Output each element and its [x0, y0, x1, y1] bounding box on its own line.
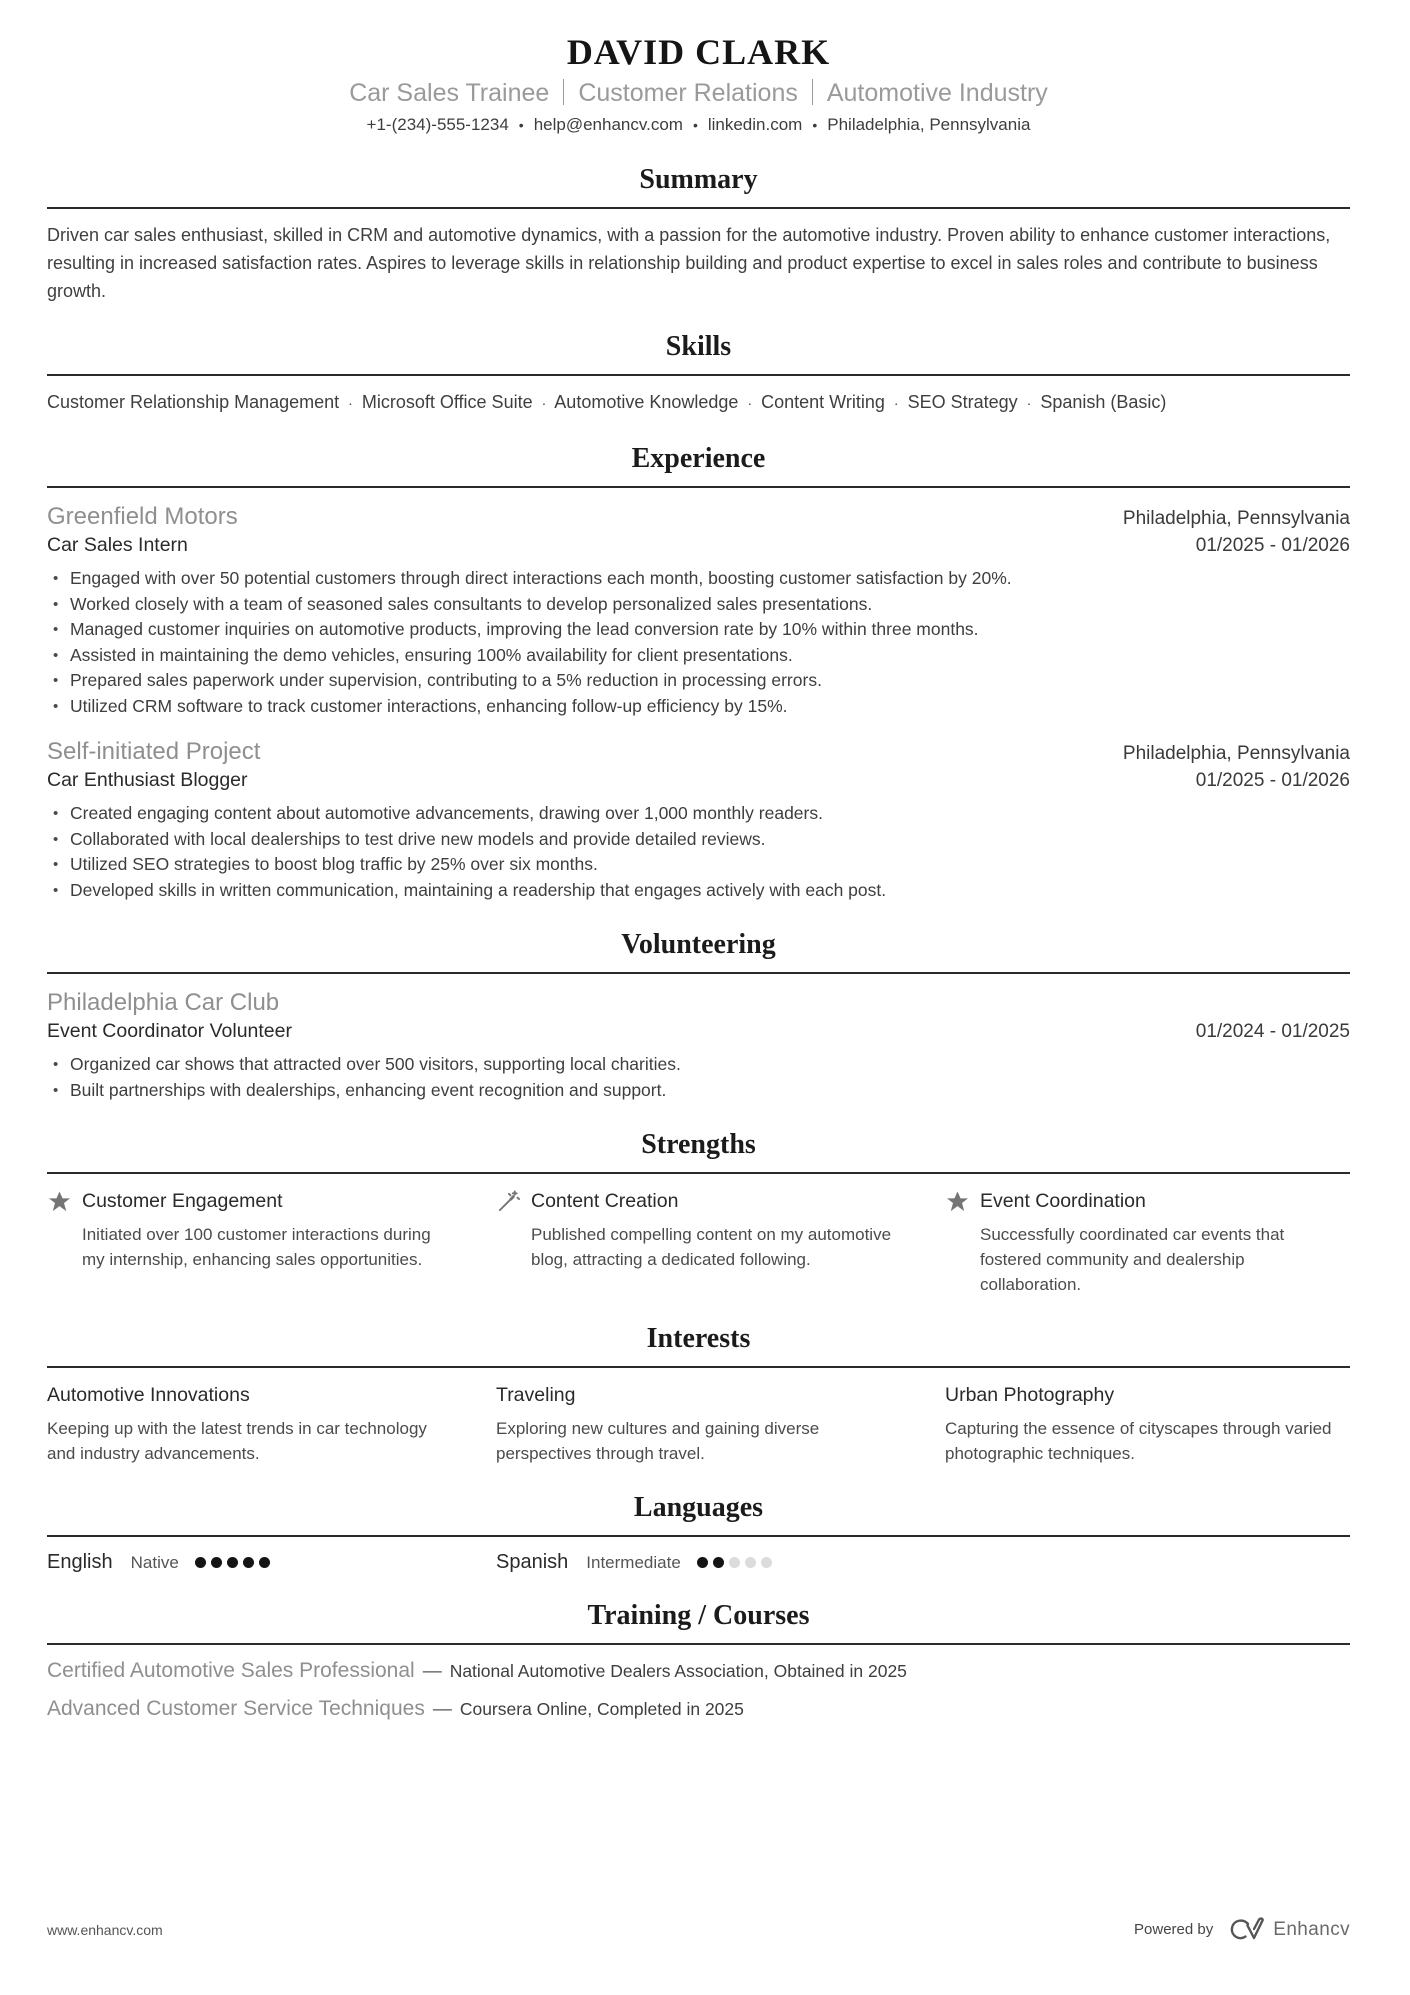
- strength-title: Content Creation: [531, 1190, 679, 1212]
- skills-list: [47, 388, 1350, 417]
- language-level-dot: [259, 1557, 270, 1568]
- interests-grid: [47, 1382, 1350, 1466]
- course-item: [47, 1659, 1350, 1683]
- dot-separator: ·: [1026, 395, 1032, 411]
- bullet-item: • Organized car shows that attracted over 500 visitors, supporting local charities.: [47, 1052, 1350, 1078]
- language-level-dot: [713, 1557, 724, 1568]
- bullet-list: [47, 1052, 1350, 1103]
- dot-separator: ·: [893, 395, 899, 411]
- skill-item: Microsoft Office Suite: [361, 392, 533, 412]
- bullet-item: • Prepared sales paperwork under supervision, contributing to a 5% reduction in processing errors.: [47, 668, 1350, 694]
- divider: [812, 79, 813, 105]
- interest-text: Exploring new cultures and gaining diverse perspectives through travel.: [496, 1419, 820, 1463]
- skill-item: SEO Strategy: [907, 392, 1018, 412]
- interest-title: Traveling: [496, 1384, 576, 1406]
- bullet-item: • Utilized SEO strategies to boost blog traffic by 25% over six months.: [47, 852, 1350, 878]
- email-link[interactable]: help@enhancv.com: [533, 115, 683, 134]
- strength-text: Initiated over 100 customer interactions during my internship, enhancing sales opportunities.: [82, 1225, 431, 1269]
- skill-item: Automotive Knowledge: [554, 392, 739, 412]
- bullet-item: • Utilized CRM software to track customer interactions, enhancing follow-up efficiency by 15%.: [47, 694, 1350, 720]
- section-heading-strengths: Strengths: [641, 1129, 756, 1160]
- course-item: [47, 1697, 1350, 1721]
- course-title: Advanced Customer Service Techniques: [47, 1697, 425, 1720]
- dot-separator: ·: [747, 395, 753, 411]
- dot-separator: ·: [541, 395, 547, 411]
- entry-dates: 01/2024 - 01/2025: [1195, 1021, 1350, 1042]
- dot-separator: ·: [348, 395, 353, 411]
- experience-entry: [47, 501, 1350, 719]
- enhancv-url-link[interactable]: www.enhancv.com: [47, 1921, 163, 1938]
- section-rule: [47, 972, 1350, 974]
- section-heading-courses: Training / Courses: [587, 1600, 810, 1631]
- entry-location: Philadelphia, Pennsylvania: [1122, 743, 1350, 764]
- entry-dates: 01/2025 - 01/2026: [1195, 770, 1350, 791]
- title-part: Automotive Industry: [826, 79, 1048, 107]
- language-item: [496, 1551, 901, 1574]
- entry-dates: 01/2025 - 01/2026: [1195, 535, 1350, 556]
- page-footer: [47, 1916, 1350, 1943]
- section-rule: [47, 1172, 1350, 1174]
- languages-section: [47, 1491, 1350, 1574]
- candidate-title: [47, 76, 1350, 110]
- interest-card: [47, 1382, 452, 1466]
- bullet-separator: •: [518, 117, 524, 133]
- experience-section: [47, 442, 1350, 903]
- language-level-dot: [697, 1557, 708, 1568]
- bullet-item: • Built partnerships with dealerships, enhancing event recognition and support.: [47, 1078, 1350, 1104]
- language-level-dot: [227, 1557, 238, 1568]
- section-heading-languages: Languages: [633, 1492, 764, 1523]
- experience-entry: [47, 736, 1350, 903]
- strength-card: [496, 1188, 901, 1297]
- language-level-label: Native: [130, 1552, 179, 1572]
- section-rule: [47, 486, 1350, 488]
- bullet-list: [47, 801, 1350, 903]
- interests-section: [47, 1322, 1350, 1466]
- interest-card: [496, 1382, 901, 1466]
- strength-title: Customer Engagement: [82, 1190, 283, 1212]
- courses-section: [47, 1599, 1350, 1721]
- location-text: Philadelphia, Pennsylvania: [827, 115, 1031, 134]
- interest-title: Urban Photography: [945, 1384, 1115, 1406]
- organization-name: Philadelphia Car Club: [47, 989, 280, 1016]
- contact-line: [47, 112, 1350, 138]
- strengths-section: [47, 1128, 1350, 1297]
- language-level-dots: [195, 1557, 275, 1568]
- section-rule: [47, 1535, 1350, 1537]
- dash-separator: —: [432, 1699, 452, 1720]
- language-level-dot: [729, 1557, 740, 1568]
- course-details: Coursera Online, Completed in 2025: [459, 1699, 744, 1719]
- phone-number: +1-(234)-555-1234: [366, 115, 509, 134]
- title-part: Customer Relations: [578, 79, 798, 107]
- star-icon: [945, 1189, 969, 1213]
- strength-card: [47, 1188, 452, 1297]
- bullet-item: • Collaborated with local dealerships to test drive new models and provide detailed reviews.: [47, 827, 1350, 853]
- language-level-dot: [195, 1557, 206, 1568]
- bullet-separator: •: [812, 117, 818, 133]
- entry-location: Philadelphia, Pennsylvania: [1122, 508, 1350, 529]
- section-rule: [47, 207, 1350, 209]
- bullet-item: • Developed skills in written communication, maintaining a readership that engages actively with each post.: [47, 878, 1350, 904]
- course-title: Certified Automotive Sales Professional: [47, 1659, 415, 1682]
- section-heading-volunteering: Volunteering: [621, 929, 776, 960]
- strength-title: Event Coordination: [980, 1190, 1146, 1212]
- dash-separator: —: [422, 1661, 442, 1682]
- job-title: Car Enthusiast Blogger: [47, 769, 248, 791]
- skill-item: Spanish (Basic): [1040, 392, 1167, 412]
- enhancv-logo-icon: [1227, 1916, 1267, 1943]
- skill-item: Content Writing: [761, 392, 885, 412]
- bullet-item: • Created engaging content about automotive advancements, drawing over 1,000 monthly readers.: [47, 801, 1350, 827]
- section-heading-summary: Summary: [639, 164, 758, 195]
- strengths-grid: [47, 1188, 1350, 1297]
- volunteer-role: Event Coordinator Volunteer: [47, 1020, 292, 1042]
- powered-by: [1134, 1916, 1350, 1943]
- divider: [563, 79, 564, 105]
- job-title: Car Sales Intern: [47, 534, 188, 556]
- language-level-dot: [211, 1557, 222, 1568]
- language-level-dots: [697, 1557, 777, 1568]
- strength-text: Published compelling content on my automotive blog, attracting a dedicated following.: [531, 1225, 892, 1269]
- bullet-item: • Assisted in maintaining the demo vehicles, ensuring 100% availability for client presentations.: [47, 643, 1350, 669]
- interest-card: [945, 1382, 1350, 1466]
- language-item: [47, 1551, 452, 1574]
- language-level-dot: [243, 1557, 254, 1568]
- language-name: Spanish: [496, 1551, 569, 1573]
- interest-text: Capturing the essence of cityscapes through varied photographic techniques.: [945, 1419, 1332, 1463]
- section-rule: [47, 374, 1350, 376]
- bullet-item: • Managed customer inquiries on automotive products, improving the lead conversion rate by 10% within three months.: [47, 617, 1350, 643]
- interest-text: Keeping up with the latest trends in car technology and industry advancements.: [47, 1419, 427, 1463]
- bullet-item: • Engaged with over 50 potential customers through direct interactions each month, boosting customer satisfaction by 20%.: [47, 566, 1350, 592]
- strength-text: Successfully coordinated car events that fostered community and dealership collaboration.: [980, 1225, 1285, 1294]
- language-level-dot: [745, 1557, 756, 1568]
- enhancv-brand-link[interactable]: [1227, 1916, 1350, 1943]
- languages-grid: [47, 1551, 1350, 1574]
- interest-title: Automotive Innovations: [47, 1384, 250, 1406]
- section-heading-experience: Experience: [631, 443, 766, 474]
- language-name: English: [47, 1551, 113, 1573]
- section-heading-skills: Skills: [665, 331, 732, 362]
- section-heading-interests: Interests: [646, 1323, 751, 1354]
- magic-wand-icon: [496, 1189, 520, 1213]
- company-name: Greenfield Motors: [47, 503, 238, 530]
- spacer: [945, 1551, 1350, 1574]
- bullet-item: • Worked closely with a team of seasoned sales consultants to develop personalized sales presentations.: [47, 592, 1350, 618]
- resume-header: [47, 30, 1350, 138]
- strength-card: [945, 1188, 1350, 1297]
- summary-section: [47, 163, 1350, 305]
- skills-section: [47, 330, 1350, 417]
- star-icon: [47, 1189, 71, 1213]
- language-level-label: Intermediate: [586, 1552, 681, 1572]
- section-rule: [47, 1366, 1350, 1368]
- linkedin-link[interactable]: linkedin.com: [707, 115, 803, 134]
- language-level-dot: [761, 1557, 772, 1568]
- section-rule: [47, 1643, 1350, 1645]
- enhancv-wordmark: Enhancv: [1273, 1918, 1350, 1940]
- volunteering-section: [47, 928, 1350, 1103]
- bullet-list: [47, 566, 1350, 719]
- volunteering-entry: [47, 987, 1350, 1103]
- skill-item: Customer Relationship Management: [47, 392, 340, 412]
- bullet-separator: •: [692, 117, 698, 133]
- summary-text: Driven car sales enthusiast, skilled in CRM and automotive dynamics, with a passion for the automotive industry. Proven ability to enhance customer interactions, resulting in increased satisfaction rates. Aspires to leverage skills in relationship building and product expertise to excel in sales roles and contribute to business growth.: [47, 225, 1331, 301]
- powered-by-label: Powered by: [1134, 1921, 1214, 1938]
- candidate-name: DAVID CLARK: [566, 32, 831, 72]
- company-name: Self-initiated Project: [47, 738, 261, 765]
- course-details: National Automotive Dealers Association, Obtained in 2025: [449, 1661, 907, 1681]
- title-part: Car Sales Trainee: [349, 79, 550, 107]
